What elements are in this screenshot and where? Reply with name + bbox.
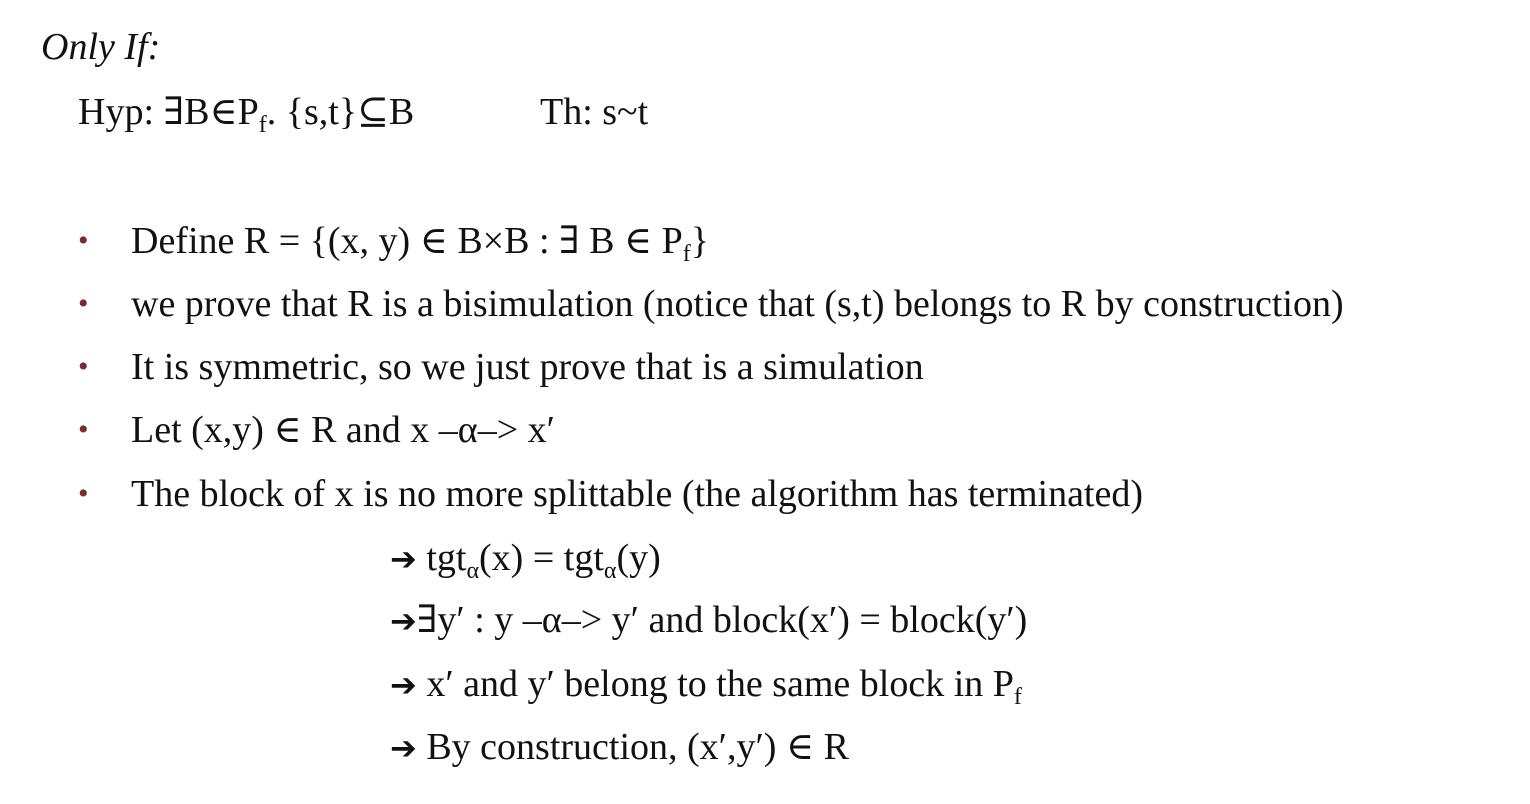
step-tgt-b: (x) = tgt: [479, 537, 604, 579]
arrow-icon: ➔: [390, 602, 417, 640]
bullet-marker: •: [78, 224, 89, 257]
section-heading: Only If:: [41, 26, 161, 68]
step-construction: [390, 728, 849, 766]
bullet-marker: •: [78, 350, 89, 383]
bullet-marker: •: [78, 477, 89, 510]
define-suffix: }: [690, 220, 709, 262]
bullet-text: The block of x is no more splittable (the algorithm has terminated): [131, 473, 1144, 515]
step-tgt-a-sub: α: [466, 558, 480, 584]
hypothesis-prefix: Hyp: ∃B∈P: [78, 91, 259, 133]
arrow-icon: ➔: [390, 540, 417, 578]
step-same-block-text: x′ and y′ belong to the same block in P: [416, 663, 1014, 705]
define-subscript: f: [682, 241, 691, 267]
bullet-text: It is symmetric, so we just prove that is a simulation: [131, 346, 924, 388]
bullet-text: [131, 220, 709, 267]
step-tgt: [390, 537, 661, 584]
step-tgt-c: (y): [616, 537, 661, 579]
step-exists: [390, 601, 1027, 639]
step-exists-text: ∃y′ : y –α–> y′ and block(x′) = block(y′): [416, 599, 1028, 641]
step-same-block-sub: f: [1013, 684, 1022, 710]
step-same-block: [390, 663, 1022, 710]
define-prefix: Define R = {(x, y) ∈ B×B : ∃ B ∈ P: [131, 220, 683, 262]
arrow-icon: ➔: [390, 666, 417, 704]
step-tgt-b-sub: α: [603, 558, 617, 584]
bullet-text: Let (x,y) ∈ R and x –α–> x′: [131, 409, 555, 451]
step-construction-text: By construction, (x′,y′) ∈ R: [416, 726, 849, 768]
step-tgt-a: tgt: [416, 537, 467, 579]
bullet-text: we prove that R is a bisimulation (notice that (s,t) belongs to R by construction): [131, 283, 1344, 325]
bullet-marker: •: [78, 287, 89, 320]
hypothesis: [78, 91, 415, 138]
hypothesis-subscript: f: [258, 112, 267, 138]
bullet-marker: •: [78, 413, 89, 446]
theorem: Th: s~t: [540, 91, 649, 133]
arrow-icon: ➔: [390, 729, 417, 767]
hypothesis-suffix: . {s,t}⊆B: [266, 91, 415, 133]
